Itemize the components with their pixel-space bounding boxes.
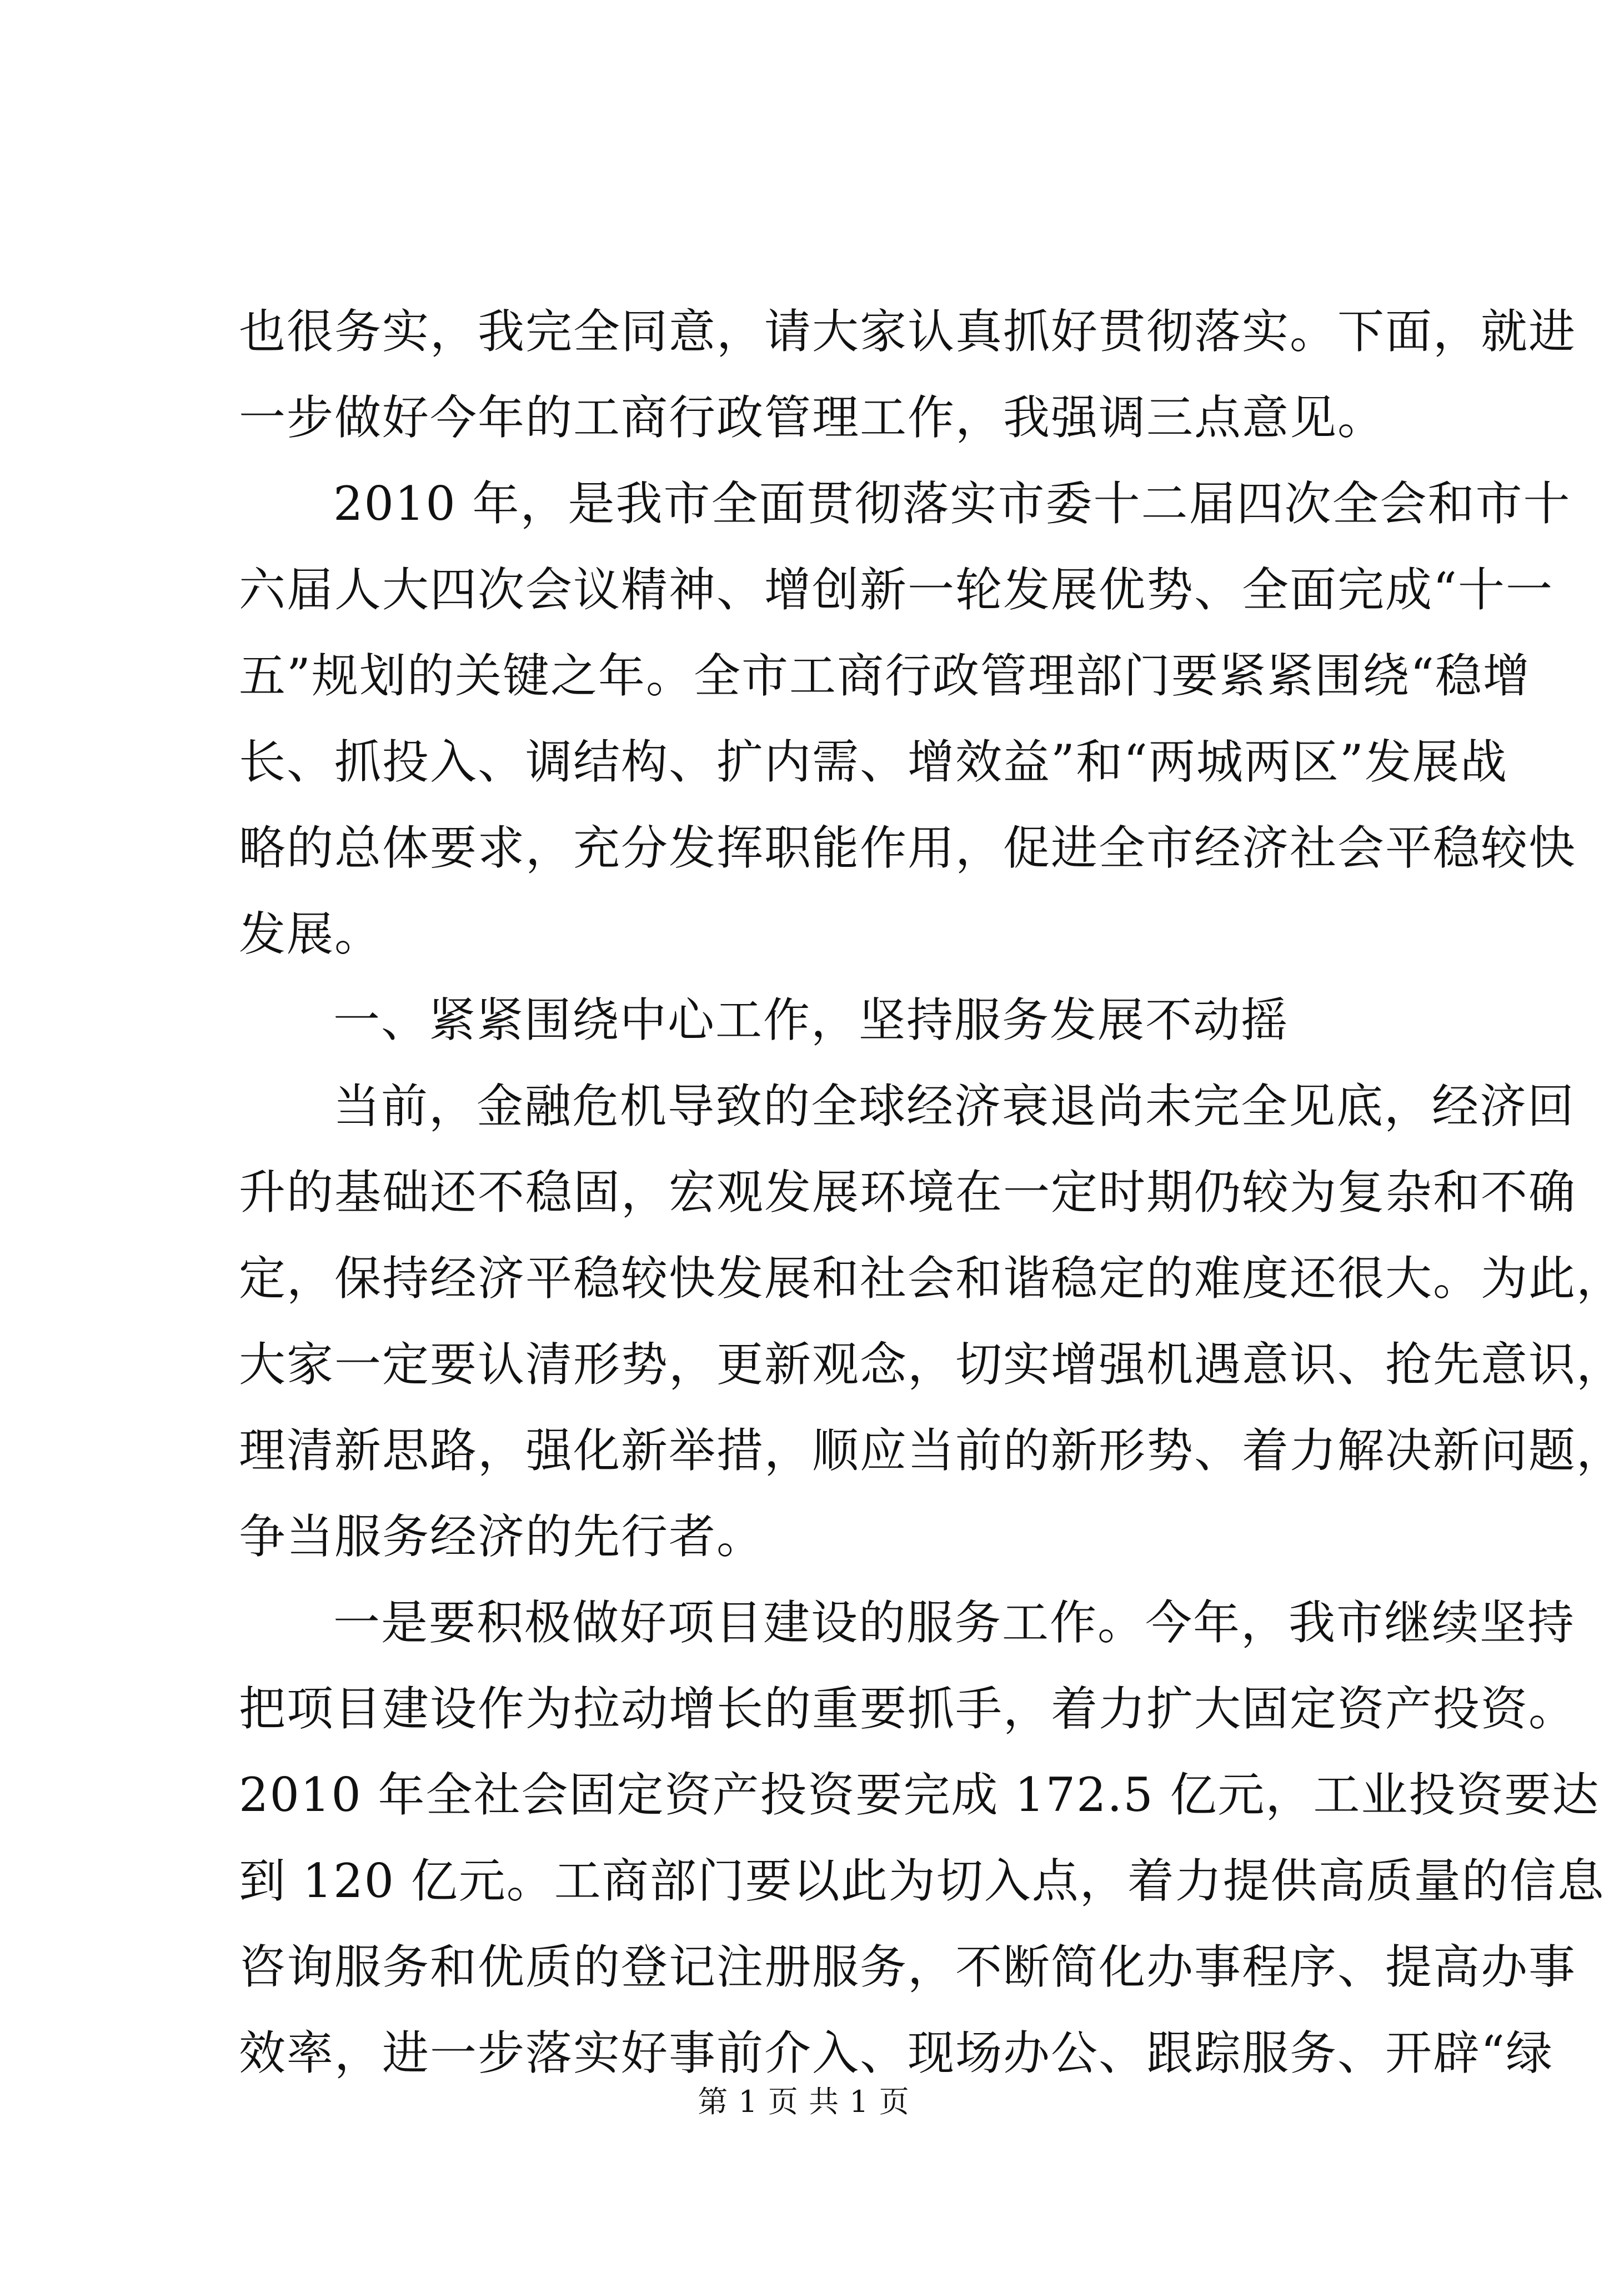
text-line: 略的总体要求，充分发挥职能作用，促进全市经济社会平稳较快 [239, 821, 1577, 875]
text-line: 效率，进一步落实好事前介入、现场办公、跟踪服务、开辟“绿 [239, 2026, 1553, 2080]
text-line: 定，保持经济平稳较快发展和社会和谐稳定的难度还很大。为此， [239, 1251, 1624, 1306]
text-line: 咨询服务和优质的登记注册服务，不断简化办事程序、提高办事 [239, 1940, 1577, 1994]
text-line: 发展。 [239, 907, 383, 961]
text-line: 大家一定要认清形势，更新观念，切实增强机遇意识、抢先意识， [239, 1337, 1624, 1392]
text-line: 一、紧紧围绕中心工作，坚持服务发展不动摇 [333, 993, 1289, 1047]
text-line: 争当服务经济的先行者。 [239, 1509, 765, 1564]
text-line: 五”规划的关键之年。全市工商行政管理部门要紧紧围绕“稳增 [239, 649, 1531, 703]
page-footer: 第 1 页 共 1 页 [698, 2084, 910, 2119]
text-line: 一步做好今年的工商行政管理工作，我强调三点意见。 [239, 390, 1386, 445]
text-line: 六届人大四次会议精神、增创新一轮发展优势、全面完成“十一 [239, 563, 1553, 617]
text-line: 一是要积极做好项目建设的服务工作。今年，我市继续坚持 [333, 1595, 1576, 1650]
text-line: 到 120 亿元。工商部门要以此为切入点，着力提供高质量的信息 [239, 1854, 1605, 1908]
document-body [239, 289, 1624, 2096]
text-line: 理清新思路，强化新举措，顺应当前的新形势、着力解决新问题， [239, 1423, 1624, 1478]
text-line: 2010 年全社会固定资产投资要完成 172.5 亿元，工业投资要达 [239, 1768, 1600, 1822]
text-line: 升的基础还不稳固，宏观发展环境在一定时期仍较为复杂和不确 [239, 1165, 1577, 1220]
text-line: 当前，金融危机导致的全球经济衰退尚未完全见底，经济回 [333, 1079, 1576, 1133]
text-line: 也很务实，我完全同意，请大家认真抓好贯彻落实。下面，就进 [239, 304, 1577, 359]
text-line: 长、抓投入、调结构、扩内需、增效益”和“两城两区”发展战 [239, 735, 1508, 789]
text-line: 2010 年，是我市全面贯彻落实市委十二届四次全会和市十 [333, 476, 1571, 531]
text-line: 把项目建设作为拉动增长的重要抓手，着力扩大固定资产投资。 [239, 1682, 1577, 1736]
